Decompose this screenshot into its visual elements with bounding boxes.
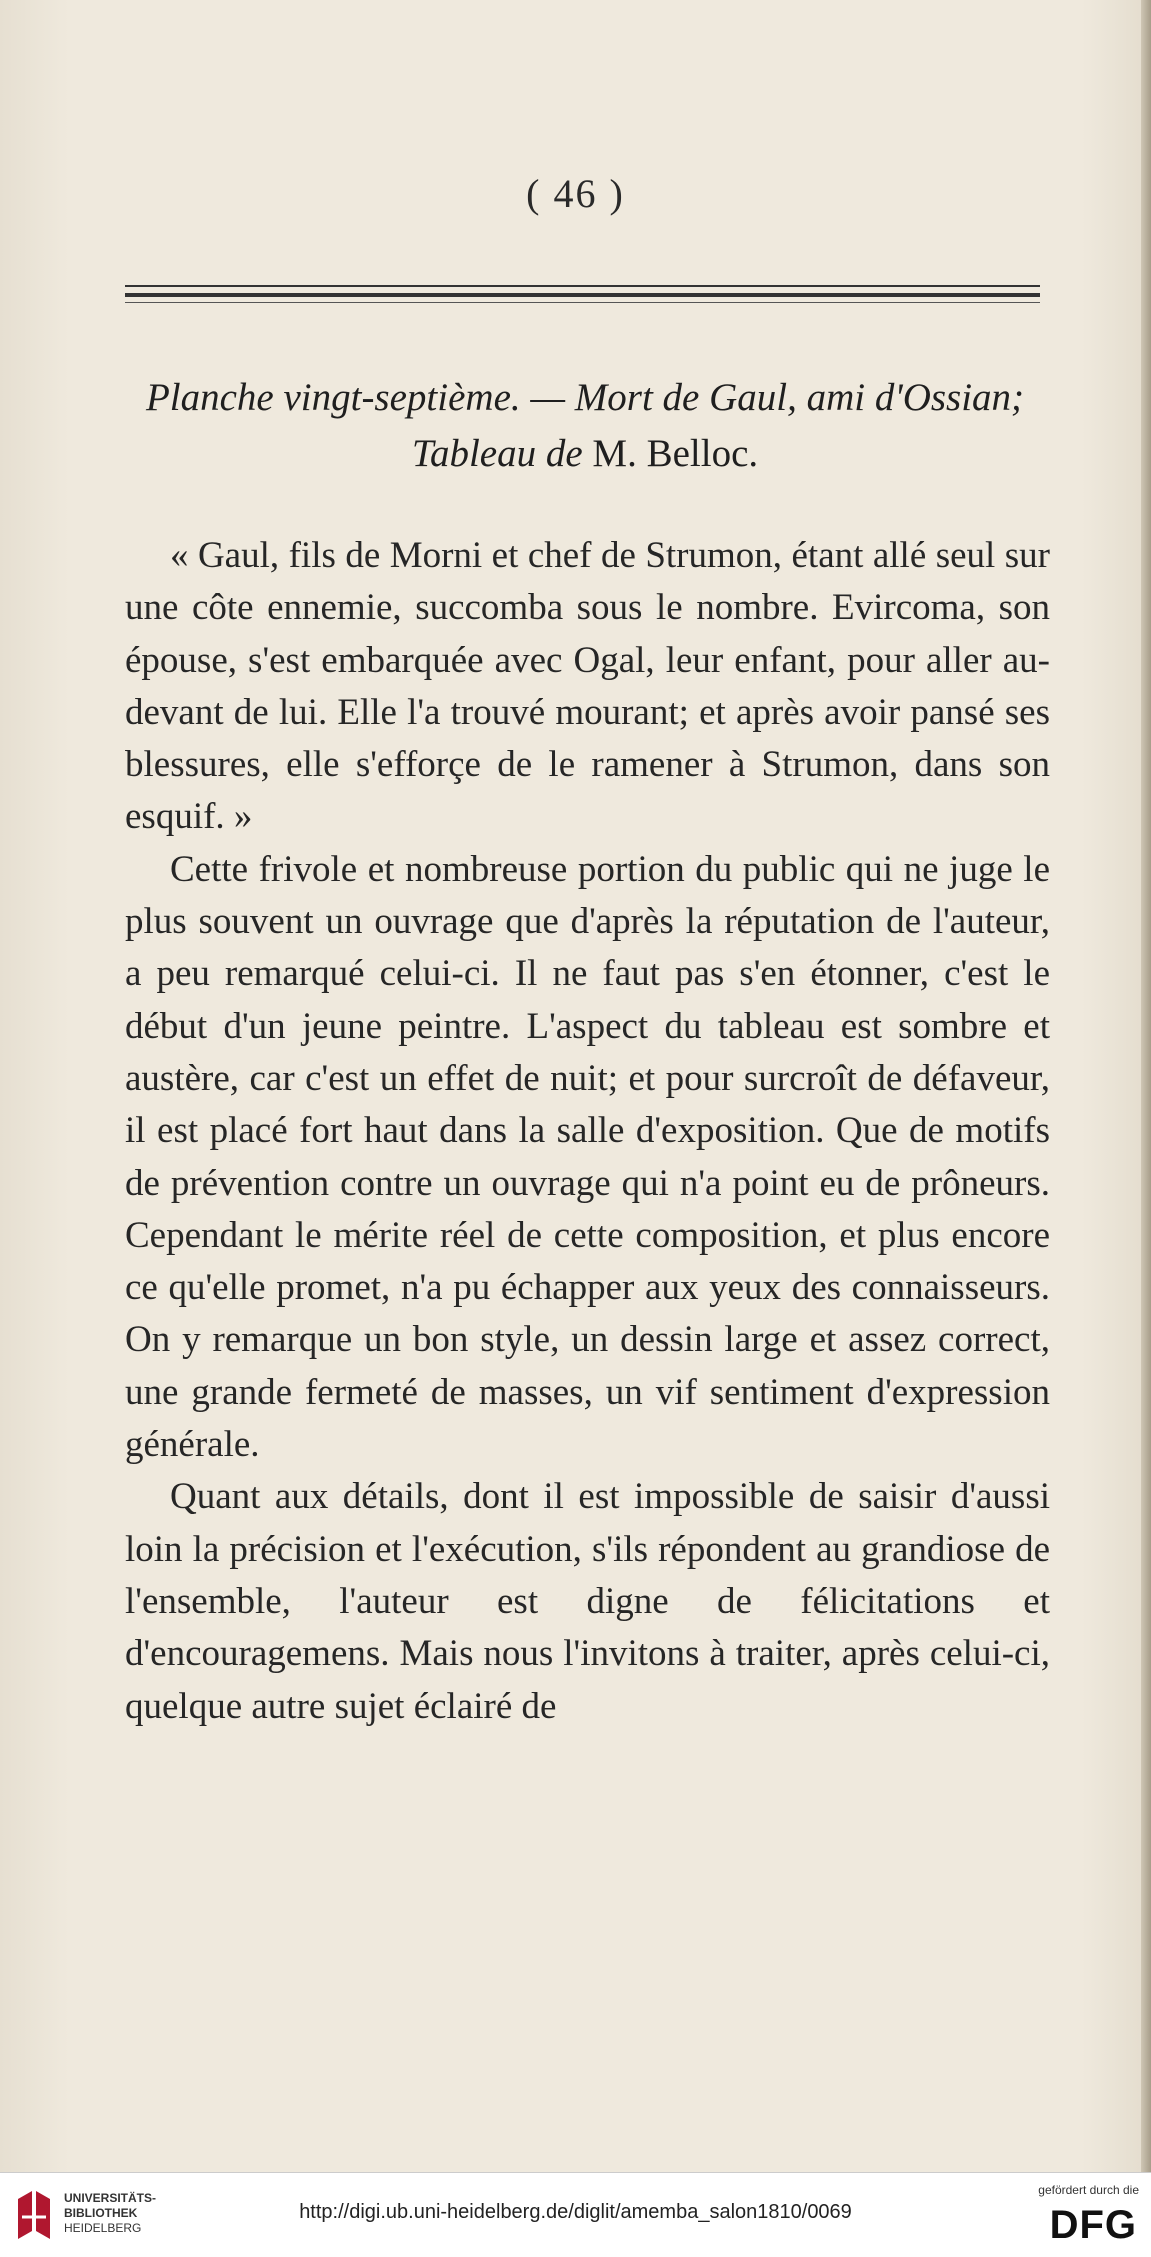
source-url-link[interactable]: http://digi.ub.uni-heidelberg.de/diglit/amemba_salon1810/0069 — [299, 2201, 852, 2223]
paragraph-details: Quant aux détails, dont il est impossible de saisir d'aussi loin la précision et l'exécution, s'ils répondent au grandiose de l'ensemble, l'auteur est digne de félicitations et d'encouragemens. Mais nous l'invitons à traiter, après celui-ci, quelque autre sujet éclairé de — [125, 1476, 1050, 1727]
funding-label: gefördert durch die — [1038, 2183, 1139, 2197]
library-name: UNIVERSITÄTS- BIBLIOTHEK HEIDELBERG — [64, 2191, 157, 2235]
page-number: ( 46 ) — [526, 171, 625, 216]
page-edge-shadow — [1141, 0, 1151, 2172]
plate-heading — [120, 370, 1050, 482]
heading-line2-roman: M. Belloc. — [592, 432, 759, 475]
header-rule-thin — [125, 285, 1040, 287]
paragraph-quote: « Gaul, fils de Morni et chef de Strumon, étant allé seul sur une côte ennemie, succomba sous le nombre. Evircoma, son épouse, s'est embarquée avec Ogal, leur enfant, pour aller au-devant de lui. Elle l'a trouvé mourant; et après avoir pansé ses blessures, elle s'efforçe de le ramener à Strumon, dans son esquif. » — [125, 535, 1050, 838]
footer-bar — [0, 2172, 1151, 2257]
heading-line2-italic: Tableau de — [411, 432, 583, 475]
heading-line1: Planche vingt-septième. — Mort de Gaul, ami d'Ossian; — [145, 376, 1025, 419]
header-rule-thick — [125, 293, 1040, 297]
paragraph-critique: Cette frivole et nombreuse portion du public qui ne juge le plus souvent un ouvrage que d'après la réputation de l'auteur, a peu remarqué celui-ci. Il ne faut pas s'en étonner, c'est le début d'un jeune peintre. L'aspect du tableau est sombre et austère, car c'est un effet de nuit; et pour surcroît de défaveur, il est placé fort haut dans la salle d'exposition. Que de motifs de prévention contre un ouvrage qui n'a point eu de prôneurs. Cependant le mérite réel de cette composition, et plus encore ce qu'elle promet, n'a pu échapper aux yeux des connaisseurs. On y remarque un bon style, un dessin large et assez correct, une grande fermeté de masses, un vif sentiment d'expression générale. — [125, 848, 1050, 1466]
header-rule-hair — [125, 302, 1040, 303]
dfg-logo: DFG — [1049, 2203, 1137, 2247]
body-text — [125, 530, 1050, 1733]
